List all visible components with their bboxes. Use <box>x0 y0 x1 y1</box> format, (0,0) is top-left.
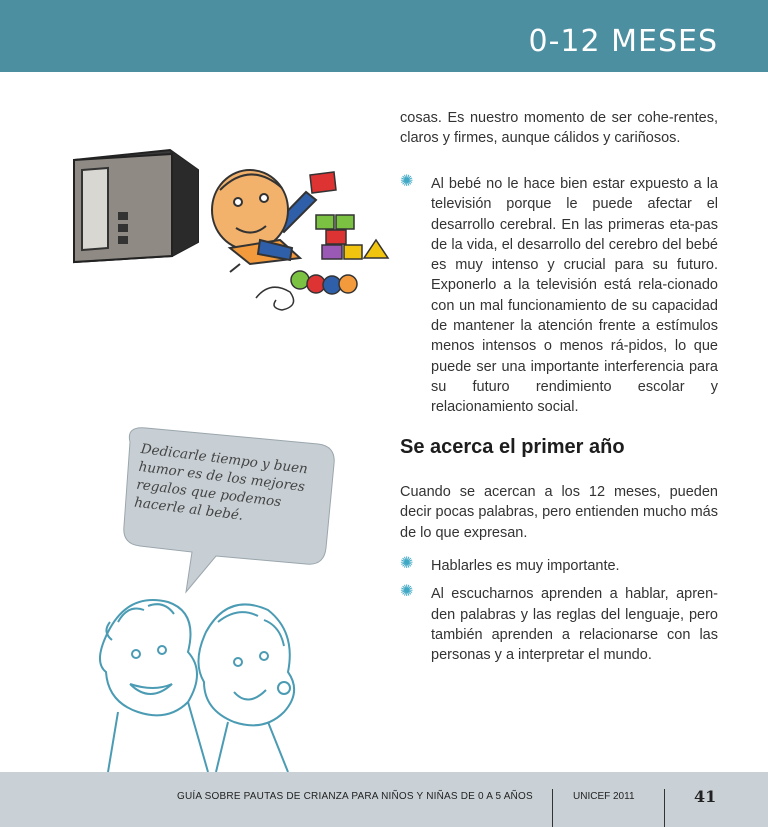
tv-child-illustration <box>60 130 405 330</box>
speech-bubble-text: Dedicarle tiempo y buen humor es de los mejores regalos que podemos hacerle al bebé. <box>133 440 309 524</box>
list-item <box>400 174 718 418</box>
section-paragraph: Cuando se acercan a los 12 meses, pueden decir pocas palabras, pero entienden mucho más de lo que expresan. <box>400 484 718 541</box>
footer-organization: UNICEF 2011 <box>573 791 635 802</box>
asterisk-bullet-icon: ✺ <box>400 583 414 601</box>
child-drawing <box>212 170 316 272</box>
chapter-title: 0-12 MESES <box>528 24 718 59</box>
list-item-text: Hablarles es muy importante. <box>431 558 620 574</box>
toy-caterpillar <box>256 271 357 310</box>
asterisk-bullet-icon: ✺ <box>400 555 414 572</box>
continuation-paragraph: cosas. Es nuestro momento de ser cohe-rentes, claros y firmes, aunque cálidos y cariñosos. <box>400 110 718 147</box>
bullet-list-bottom <box>400 556 718 673</box>
list-item-text: Al bebé no le hace bien estar expuesto a la televisión porque le puede afectar el desarrollo cerebral. En las primeras eta-pas de la vida, el desarrollo del cerebro del bebé es muy intenso y crucial para su futuro. Exponerlo a la televisión está rela-cionado con un mal funcionamiento de su capacidad de mantener la atención frente a estímulos menos intensos o menos rá-pidos, lo que puede ser una importante interferencia para su futuro rendimiento escolar y relacionamiento social. <box>431 176 718 416</box>
footer-guide-title: GUÍA SOBRE PAUTAS DE CRIANZA PARA NIÑOS Y NIÑAS DE 0 A 5 AÑOS <box>177 791 533 802</box>
page-header-band <box>0 0 768 72</box>
page-number: 41 <box>694 787 717 806</box>
parents-sketch <box>88 592 318 772</box>
list-item-text: Al escucharnos aprenden a hablar, apren-den palabras y las reglas del lenguaje, pero también aprenden a relacionarse con las personas y a interpretar el mundo. <box>431 586 718 664</box>
footer-divider <box>664 789 665 827</box>
footer-divider <box>552 789 553 827</box>
section-heading: Se acerca el primer año <box>400 436 625 458</box>
toy-blocks <box>310 172 388 259</box>
bullet-list-top <box>400 174 718 426</box>
list-item <box>400 556 718 576</box>
asterisk-bullet-icon: ✺ <box>400 173 414 190</box>
list-item <box>400 584 718 665</box>
television-drawing <box>74 150 198 262</box>
